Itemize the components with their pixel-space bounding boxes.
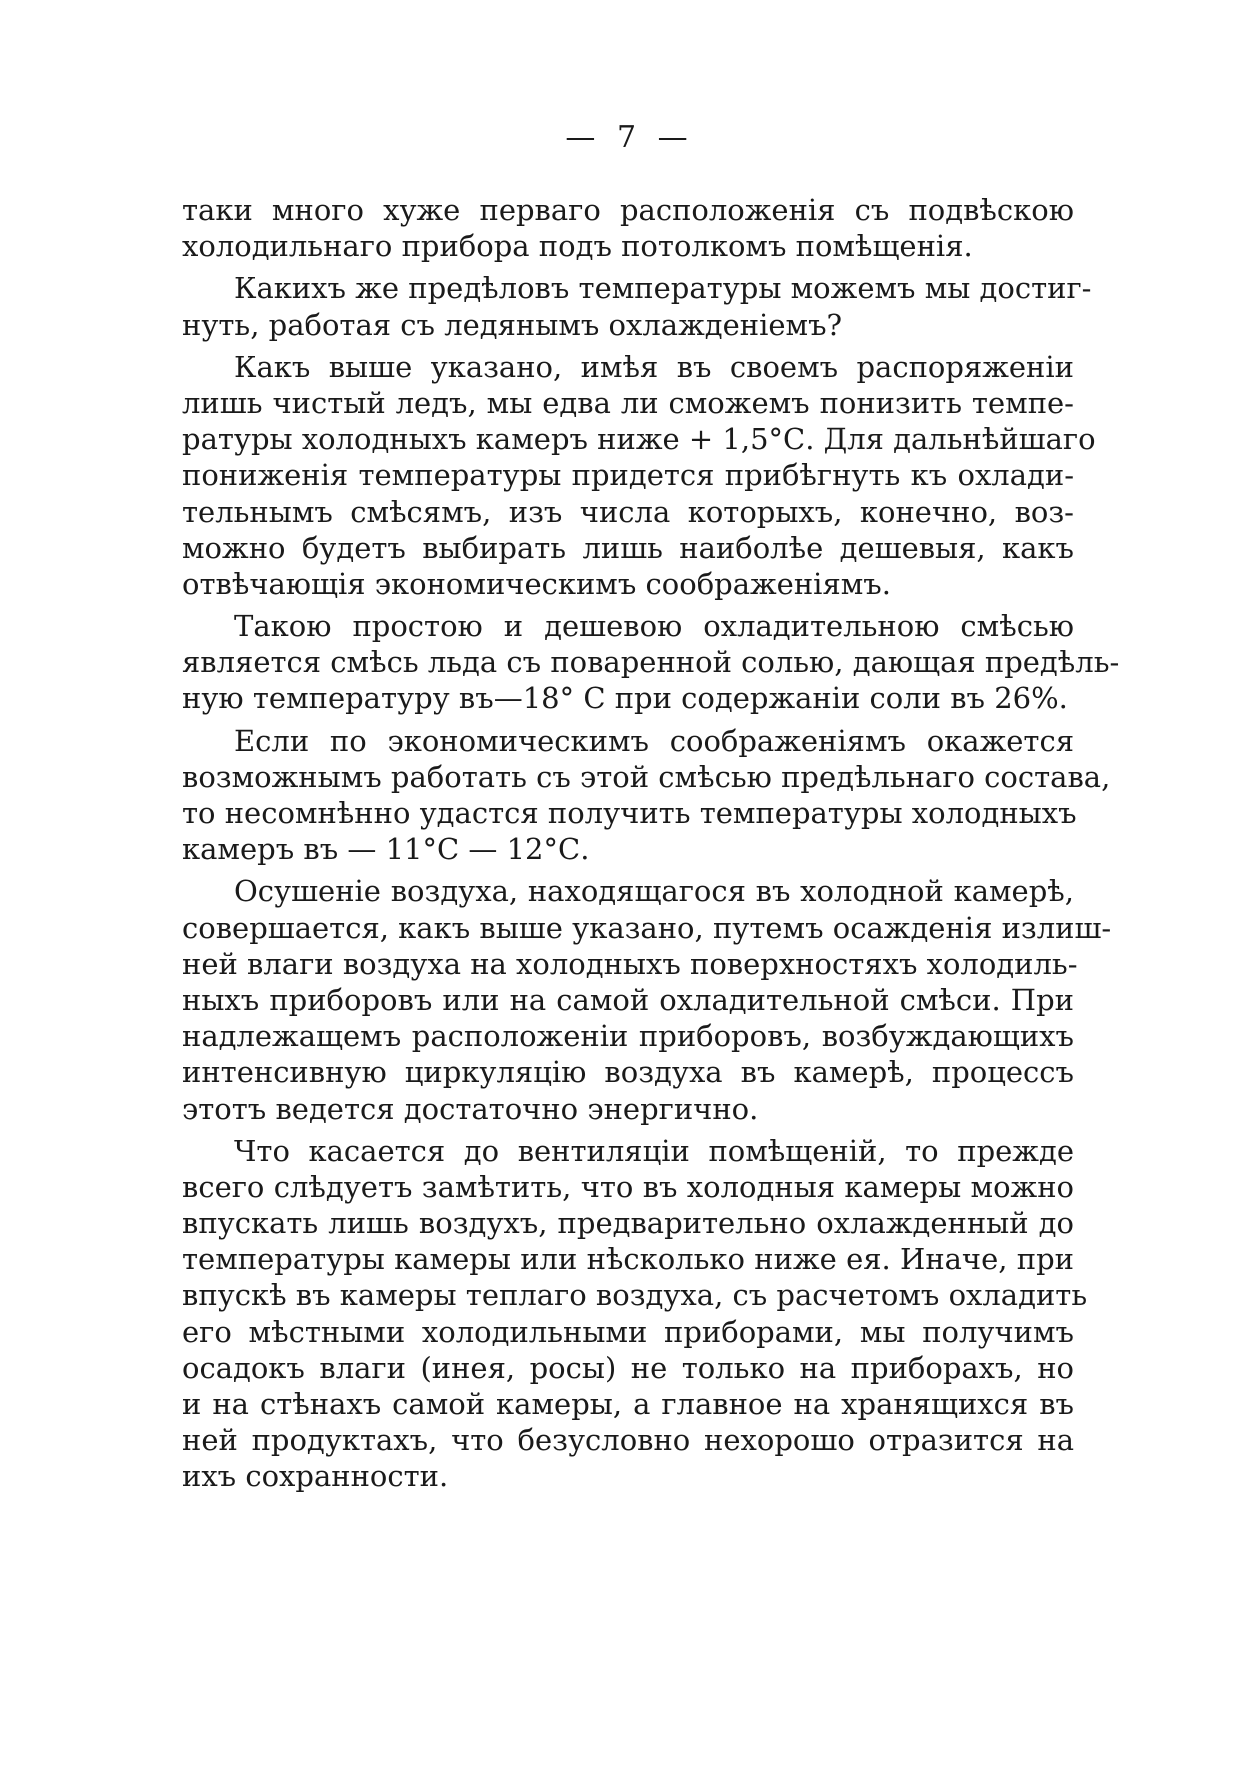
text-line: холодильнаго прибора подъ потолкомъ помѣщенія. (182, 229, 973, 264)
text-line: можно будетъ выбирать лишь наиболѣе дешевыя, какъ (182, 530, 1074, 565)
text-line: надлежащемъ расположеніи приборовъ, возбуждающихъ (182, 1019, 1074, 1054)
text-line: ратуры холодныхъ камеръ ниже + 1,5°С. Для дальнѣйшаго (182, 422, 1096, 457)
text-line: интенсивную циркуляцію воздуха въ камерѣ, процессъ (182, 1055, 1074, 1090)
text-line: впускать лишь воздухъ, предварительно охлажденный до (182, 1206, 1074, 1241)
text-line: Что касается до вентиляціи помѣщеній, то прежде (234, 1133, 1074, 1168)
text-line: лишь чистый ледъ, мы едва ли сможемъ понизить темпе- (182, 385, 1074, 420)
text-line: возможнымъ работать съ этой смѣсью предѣльнаго состава, (182, 759, 1111, 794)
text-line: нуть, работая съ ледянымъ охлажденіемъ? (182, 307, 843, 342)
text-line: всего слѣдуетъ замѣтить, что въ холодныя камеры можно (182, 1169, 1074, 1204)
text-line: ную температуру въ—18° С при содержаніи соли въ 26%. (182, 681, 1068, 716)
text-line: ихъ сохранности. (182, 1459, 449, 1494)
paragraph-6 (182, 873, 1112, 1126)
text-line: ней влаги воздуха на холодныхъ поверхностяхъ холодиль- (182, 946, 1078, 981)
body-text (182, 192, 1120, 1501)
text-line: пониженія температуры придется прибѣгнуть къ охлади- (182, 458, 1074, 493)
text-line: этотъ ведется достаточно энергично. (182, 1091, 759, 1126)
text-line: таки много хуже перваго расположенія съ подвѣскою (182, 193, 1074, 227)
text-line: камеръ въ — 11°С — 12°С. (182, 832, 590, 867)
page-number: — 7 — (565, 120, 694, 155)
paragraph-2 (182, 270, 1092, 342)
text-line: тельнымъ смѣсямъ, изъ числа которыхъ, конечно, воз- (182, 494, 1074, 529)
text-line: впускѣ въ камеры теплаго воздуха, съ расчетомъ охладить (182, 1278, 1088, 1313)
text-line: Такою простою и дешевою охладительною смѣсью (234, 609, 1074, 644)
paragraph-7 (182, 1133, 1088, 1495)
text-line: Осушеніе воздуха, находящагося въ холодной камерѣ, (234, 874, 1074, 909)
text-line: то несомнѣнно удастся получить температуры холодныхъ (182, 796, 1077, 830)
paragraph-3 (182, 349, 1096, 602)
paragraph-5 (182, 723, 1111, 868)
text-line: ныхъ приборовъ или на самой охладительной смѣси. При (182, 982, 1074, 1017)
text-line: отвѣчающія экономическимъ соображеніямъ. (182, 566, 891, 601)
text-line: является смѣсь льда съ поваренной солью, дающая предѣль- (182, 645, 1120, 680)
text-line: совершается, какъ выше указано, путемъ осажденія излиш- (182, 910, 1112, 945)
text-line: Если по экономическимъ соображеніямъ окажется (234, 723, 1074, 758)
text-line: и на стѣнахъ самой камеры, а главное на хранящихся въ (182, 1387, 1074, 1421)
text-line: его мѣстными холодильными приборами, мы получимъ (182, 1314, 1074, 1349)
text-line: температуры камеры или нѣсколько ниже ея. Иначе, при (182, 1242, 1074, 1277)
text-line: Какихъ же предѣловъ температуры можемъ мы достиг- (234, 271, 1092, 306)
text-line: ней продуктахъ, что безусловно нехорошо отразится на (182, 1423, 1074, 1458)
text-line: осадокъ влаги (инея, росы) не только на приборахъ, но (182, 1350, 1074, 1385)
paragraph-4 (182, 608, 1120, 717)
text-line: Какъ выше указано, имѣя въ своемъ распоряженіи (234, 349, 1074, 384)
paragraph-1 (182, 192, 1074, 264)
